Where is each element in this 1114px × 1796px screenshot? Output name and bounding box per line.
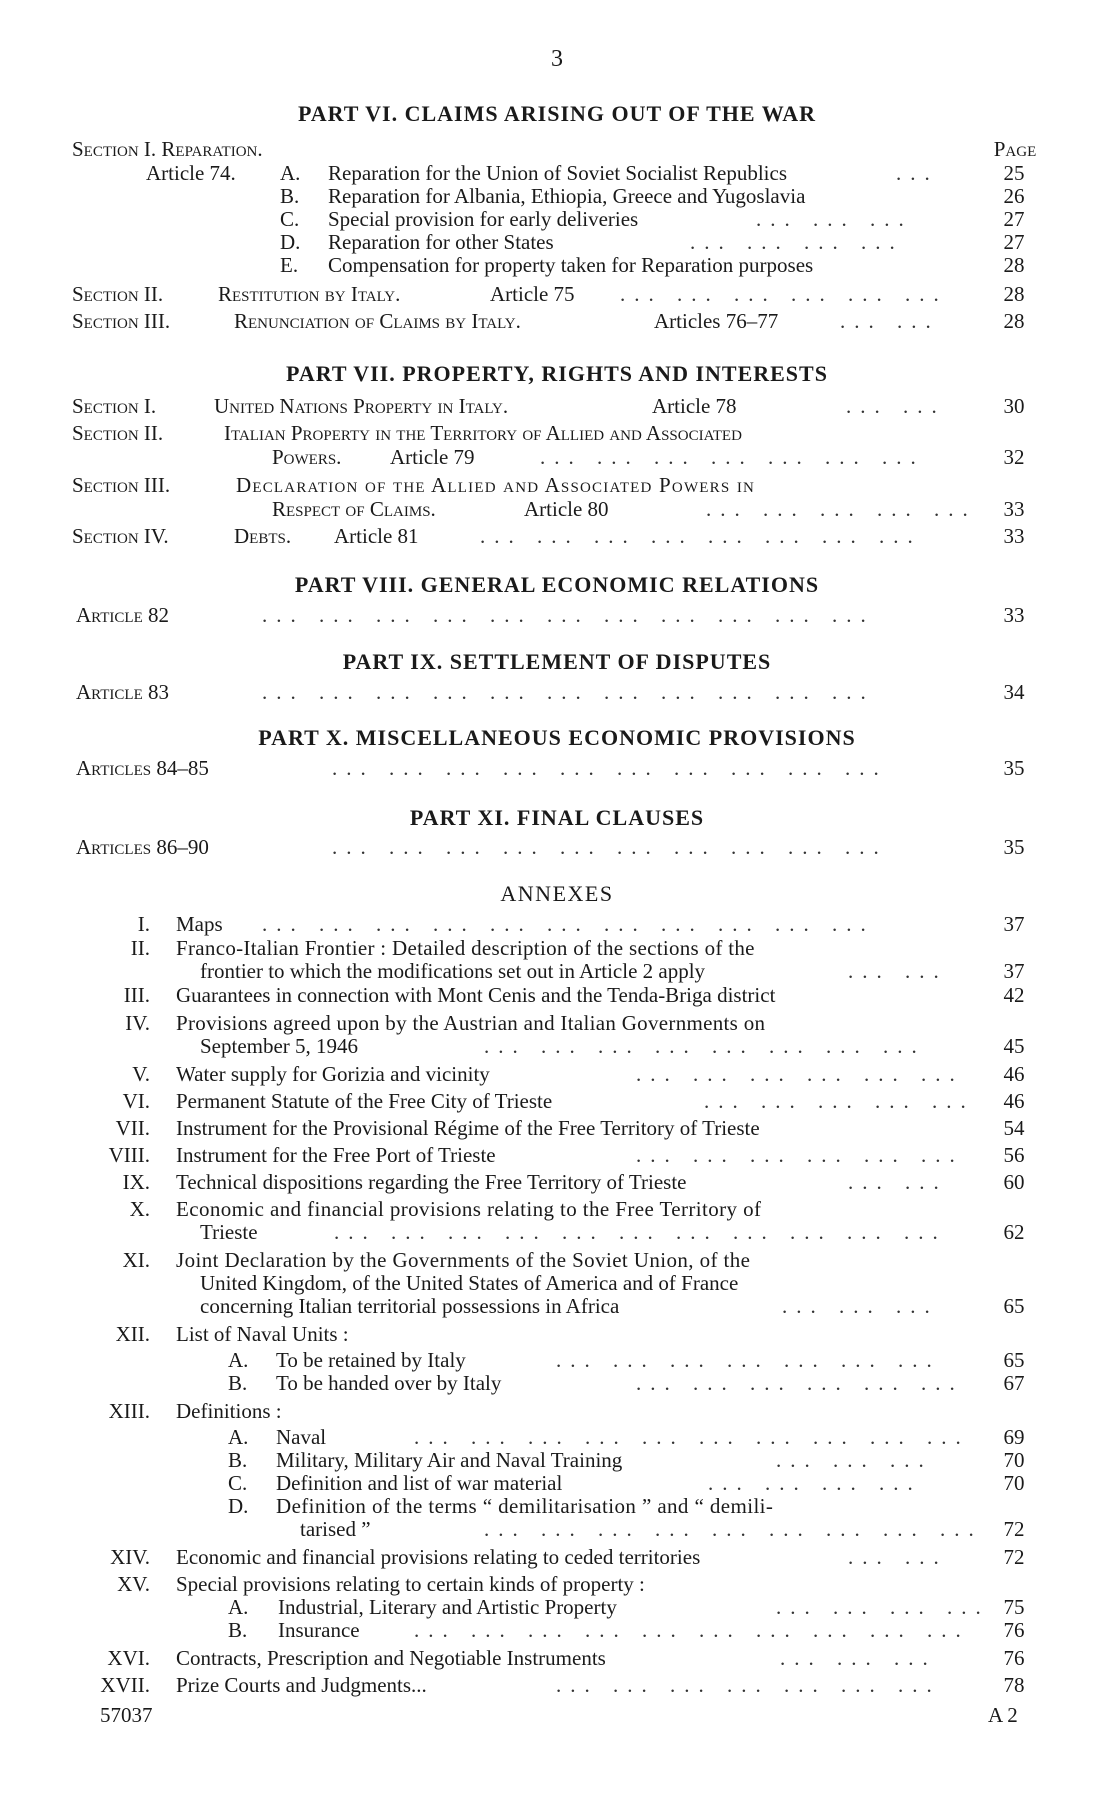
annex-13-text: Definitions : (176, 1399, 282, 1423)
annex-15-b-text: Insurance (278, 1618, 360, 1642)
annex-12-b-letter: B. (228, 1371, 248, 1395)
annex-15-b-letter: B. (228, 1618, 248, 1642)
part7-s1-page: 30 (1003, 394, 1025, 418)
annex-4-page: 45 (1003, 1034, 1025, 1058)
annex-1-dots: ... ... ... ... ... ... ... ... ... ... ... (262, 912, 875, 936)
part7-s2-article: Article 79 (390, 445, 475, 469)
part9-heading: PART IX. SETTLEMENT OF DISPUTES (342, 649, 772, 674)
annex-12-a-page: 65 (1003, 1348, 1025, 1372)
annex-1-page: 37 (1003, 912, 1025, 936)
annex-15-b-page: 76 (1003, 1618, 1025, 1642)
part6-item-e-page: 28 (1003, 253, 1025, 277)
annex-13-c-text: Definition and list of war material (276, 1471, 563, 1495)
annex-3-text: Guarantees in connection with Mont Cenis and the Tenda-Briga district (176, 983, 776, 1007)
footer-signature-mark: A 2 (988, 1703, 1018, 1727)
annex-16-num: XVI. (107, 1646, 150, 1670)
part7-s2-label: Section II. (72, 421, 164, 445)
annex-2-num: II. (130, 936, 150, 960)
annex-6-dots: ... ... ... ... ... (704, 1089, 975, 1113)
annex-11-dots: ... ... ... (782, 1294, 939, 1318)
part7-heading: PART VII. PROPERTY, RIGHTS AND INTERESTS (286, 361, 828, 386)
part10-dots: ... ... ... ... ... ... ... ... ... ... (332, 756, 888, 780)
part7-s2-title-line2: Powers. (272, 445, 342, 469)
annex-12-a-text: To be retained by Italy (276, 1348, 466, 1372)
annex-2-line1: Franco-Italian Frontier : Detailed description of the sections of the (176, 936, 755, 960)
annex-11-line2: United Kingdom, of the United States of America and of France (200, 1271, 739, 1295)
annex-14-text: Economic and financial provisions relating to ceded territories (176, 1545, 701, 1569)
annex-9-page: 60 (1003, 1170, 1025, 1194)
annex-13-b-text: Military, Military Air and Naval Training (276, 1448, 623, 1472)
annex-12-b-text: To be handed over by Italy (276, 1371, 502, 1395)
annex-13-c-dots: ... ... ... ... (708, 1471, 922, 1495)
annex-9-num: IX. (122, 1170, 150, 1194)
part6-item-e-letter: E. (280, 253, 299, 277)
part6-item-e-text: Compensation for property taken for Reparation purposes (328, 253, 814, 277)
part6-item-a-dots: ... (896, 161, 939, 185)
annex-9-text: Technical dispositions regarding the Free Territory of Trieste (176, 1170, 687, 1194)
annex-4-num: IV. (125, 1011, 150, 1035)
annex-8-num: VIII. (108, 1143, 150, 1167)
annex-4-line2: September 5, 1946 (200, 1034, 359, 1058)
annex-5-dots: ... ... ... ... ... ... (636, 1062, 964, 1086)
annex-13-b-letter: B. (228, 1448, 248, 1472)
part6-item-d-letter: D. (280, 230, 301, 254)
annex-13-d-dots: ... ... ... ... ... ... ... ... ... (484, 1517, 983, 1541)
annex-12-b-page: 67 (1003, 1371, 1025, 1395)
part7-s2-dots: ... ... ... ... ... ... ... (540, 445, 925, 469)
annex-12-text: List of Naval Units : (176, 1322, 349, 1346)
annex-6-num: VI. (122, 1089, 150, 1113)
annex-15-b-dots: ... ... ... ... ... ... ... ... ... ... (414, 1618, 970, 1642)
annex-6-page: 46 (1003, 1089, 1025, 1113)
annex-13-c-page: 70 (1003, 1471, 1025, 1495)
part7-s4-dots: ... ... ... ... ... ... ... ... (480, 524, 922, 548)
part7-s3-dots: ... ... ... ... ... (706, 497, 977, 521)
part6-section2-page: 28 (1003, 282, 1025, 306)
part6-item-b-letter: B. (280, 184, 300, 208)
annex-2-dots: ... ... (848, 959, 948, 983)
annexes-heading: ANNEXES (500, 881, 614, 906)
part7-s3-title-line1: Declaration of the Allied and Associated Powers in (236, 473, 756, 497)
page-column-label: Page (993, 137, 1037, 161)
annex-12-a-letter: A. (228, 1348, 249, 1372)
annex-11-num: XI. (122, 1248, 150, 1272)
annex-8-text: Instrument for the Free Port of Trieste (176, 1143, 496, 1167)
part9-page: 34 (1003, 680, 1025, 704)
part7-s1-label: Section I. (72, 394, 157, 418)
part6-item-c-letter: C. (280, 207, 300, 231)
annex-10-num: X. (129, 1197, 150, 1221)
part7-s1-dots: ... ... (846, 394, 946, 418)
part6-item-d-text: Reparation for other States (328, 230, 554, 254)
annex-15-num: XV. (117, 1572, 150, 1596)
annex-14-num: XIV. (110, 1545, 150, 1569)
annex-7-num: VII. (115, 1116, 150, 1140)
part7-s4-title: Debts. (234, 524, 292, 548)
annex-10-line1: Economic and financial provisions relating to the Free Territory of (176, 1197, 762, 1221)
annex-5-page: 46 (1003, 1062, 1025, 1086)
part6-item-d-dots: ... ... ... ... (690, 230, 904, 254)
part6-item-d-page: 27 (1003, 230, 1025, 254)
annex-5-num: V. (132, 1062, 150, 1086)
part9-dots: ... ... ... ... ... ... ... ... ... ... ... (262, 680, 875, 704)
part6-item-c-dots: ... ... ... (756, 207, 913, 231)
part6-section1: Section I. Reparation. (72, 137, 263, 161)
part6-section2-label: Section II. (72, 282, 164, 306)
annex-17-text: Prize Courts and Judgments... (176, 1673, 427, 1697)
annex-14-page: 72 (1003, 1545, 1025, 1569)
annex-13-d-page: 72 (1003, 1517, 1025, 1541)
annex-13-d-letter: D. (228, 1494, 249, 1518)
part7-s3-label: Section III. (72, 473, 171, 497)
part7-s4-page: 33 (1003, 524, 1025, 548)
annex-3-page: 42 (1003, 983, 1025, 1007)
part8-heading: PART VIII. GENERAL ECONOMIC RELATIONS (294, 572, 820, 597)
annex-13-a-page: 69 (1003, 1425, 1025, 1449)
footer-print-number: 57037 (100, 1703, 153, 1727)
part11-label: Articles 86–90 (76, 835, 209, 859)
part6-section3-page: 28 (1003, 309, 1025, 333)
annex-13-b-dots: ... ... ... (776, 1448, 933, 1472)
part7-s1-article: Article 78 (652, 394, 737, 418)
annex-8-dots: ... ... ... ... ... ... (636, 1143, 964, 1167)
part6-section3-title: Renunciation of Claims by Italy. (234, 309, 521, 333)
part8-dots: ... ... ... ... ... ... ... ... ... ... ... (262, 603, 875, 627)
annex-16-text: Contracts, Prescription and Negotiable Instruments (176, 1646, 606, 1670)
annex-6-text: Permanent Statute of the Free City of Trieste (176, 1089, 553, 1113)
part6-item-b-text: Reparation for Albania, Ethiopia, Greece and Yugoslavia (328, 184, 806, 208)
annex-4-dots: ... ... ... ... ... ... ... ... (484, 1034, 926, 1058)
annex-10-line2: Trieste (200, 1220, 258, 1244)
annex-17-dots: ... ... ... ... ... ... ... (556, 1673, 941, 1697)
annex-11-line1: Joint Declaration by the Governments of the Soviet Union, of the (176, 1248, 751, 1272)
annex-17-page: 78 (1003, 1673, 1025, 1697)
page-number: 3 (551, 46, 563, 72)
annex-5-text: Water supply for Gorizia and vicinity (176, 1062, 490, 1086)
annex-7-text: Instrument for the Provisional Régime of the Free Territory of Trieste (176, 1116, 760, 1140)
part7-s3-title-line2: Respect of Claims. (272, 497, 436, 521)
annex-15-a-text: Industrial, Literary and Artistic Property (278, 1595, 617, 1619)
part10-label: Articles 84–85 (76, 756, 209, 780)
annex-1-num: I. (137, 912, 150, 936)
part8-page: 33 (1003, 603, 1025, 627)
annex-15-a-dots: ... ... ... ... (776, 1595, 990, 1619)
part7-s3-page: 33 (1003, 497, 1025, 521)
annex-15-a-page: 75 (1003, 1595, 1025, 1619)
part6-item-a-text: Reparation for the Union of Soviet Socialist Republics (328, 161, 788, 185)
annex-13-c-letter: C. (228, 1471, 248, 1495)
part7-s1-title: United Nations Property in Italy. (214, 394, 509, 418)
part6-section2-title: Restitution by Italy. (218, 282, 401, 306)
part6-item-c-page: 27 (1003, 207, 1025, 231)
part6-heading: PART VI. CLAIMS ARISING OUT OF THE WAR (297, 101, 817, 126)
part11-page: 35 (1003, 835, 1025, 859)
part6-item-a-page: 25 (1003, 161, 1025, 185)
part8-label: Article 82 (76, 603, 170, 627)
part10-heading: PART X. MISCELLANEOUS ECONOMIC PROVISIONS (258, 725, 856, 750)
annex-11-page: 65 (1003, 1294, 1025, 1318)
annex-4-line1: Provisions agreed upon by the Austrian and Italian Governments on (176, 1011, 766, 1035)
annex-16-page: 76 (1003, 1646, 1025, 1670)
annex-12-num: XII. (115, 1322, 150, 1346)
part6-item-a-letter: A. (280, 161, 301, 185)
annex-9-dots: ... ... (848, 1170, 948, 1194)
annex-14-dots: ... ... (848, 1545, 948, 1569)
part6-section3-dots: ... ... (840, 309, 940, 333)
part9-label: Article 83 (76, 680, 170, 704)
article-74-label: Article 74. (146, 161, 236, 185)
part10-page: 35 (1003, 756, 1025, 780)
annex-15-text: Special provisions relating to certain kinds of property : (176, 1572, 645, 1596)
part6-section3-label: Section III. (72, 309, 171, 333)
part7-s3-article: Article 80 (524, 497, 609, 521)
part6-section3-article: Articles 76–77 (654, 309, 779, 333)
annex-2-line2: frontier to which the modifications set out in Article 2 apply (200, 959, 706, 983)
annex-13-num: XIII. (108, 1399, 150, 1423)
annex-8-page: 56 (1003, 1143, 1025, 1167)
part11-heading: PART XI. FINAL CLAUSES (409, 805, 705, 830)
annex-13-b-page: 70 (1003, 1448, 1025, 1472)
annex-13-a-text: Naval (276, 1425, 327, 1449)
annex-10-page: 62 (1003, 1220, 1025, 1244)
annex-13-a-letter: A. (228, 1425, 249, 1449)
part6-item-c-text: Special provision for early deliveries (328, 207, 639, 231)
annex-13-a-dots: ... ... ... ... ... ... ... ... ... ... (414, 1425, 970, 1449)
part7-s2-page: 32 (1003, 445, 1025, 469)
annex-13-d-line2: tarised ” (300, 1517, 371, 1541)
annex-12-b-dots: ... ... ... ... ... ... (636, 1371, 964, 1395)
annex-12-a-dots: ... ... ... ... ... ... ... (556, 1348, 941, 1372)
part7-s4-label: Section IV. (72, 524, 169, 548)
annex-15-a-letter: A. (228, 1595, 249, 1619)
annex-3-num: III. (123, 983, 150, 1007)
annex-17-num: XVII. (100, 1673, 150, 1697)
part7-s4-article: Article 81 (334, 524, 419, 548)
part6-item-b-page: 26 (1003, 184, 1025, 208)
annex-1-text: Maps (176, 912, 223, 936)
part7-s2-title-line1: Italian Property in the Territory of Allied and Associated (224, 421, 742, 445)
annex-11-line3: concerning Italian territorial possessions in Africa (200, 1294, 620, 1318)
annex-10-dots: ... ... ... ... ... ... ... ... ... ... ... (334, 1220, 947, 1244)
part11-dots: ... ... ... ... ... ... ... ... ... ... (332, 835, 888, 859)
part6-section2-article: Article 75 (490, 282, 575, 306)
annex-13-d-line1: Definition of the terms “ demilitarisation ” and “ demili- (276, 1494, 774, 1518)
part6-section2-dots: ... ... ... ... ... ... (620, 282, 948, 306)
annex-2-page: 37 (1003, 959, 1025, 983)
annex-16-dots: ... ... ... (780, 1646, 937, 1670)
annex-7-page: 54 (1003, 1116, 1025, 1140)
